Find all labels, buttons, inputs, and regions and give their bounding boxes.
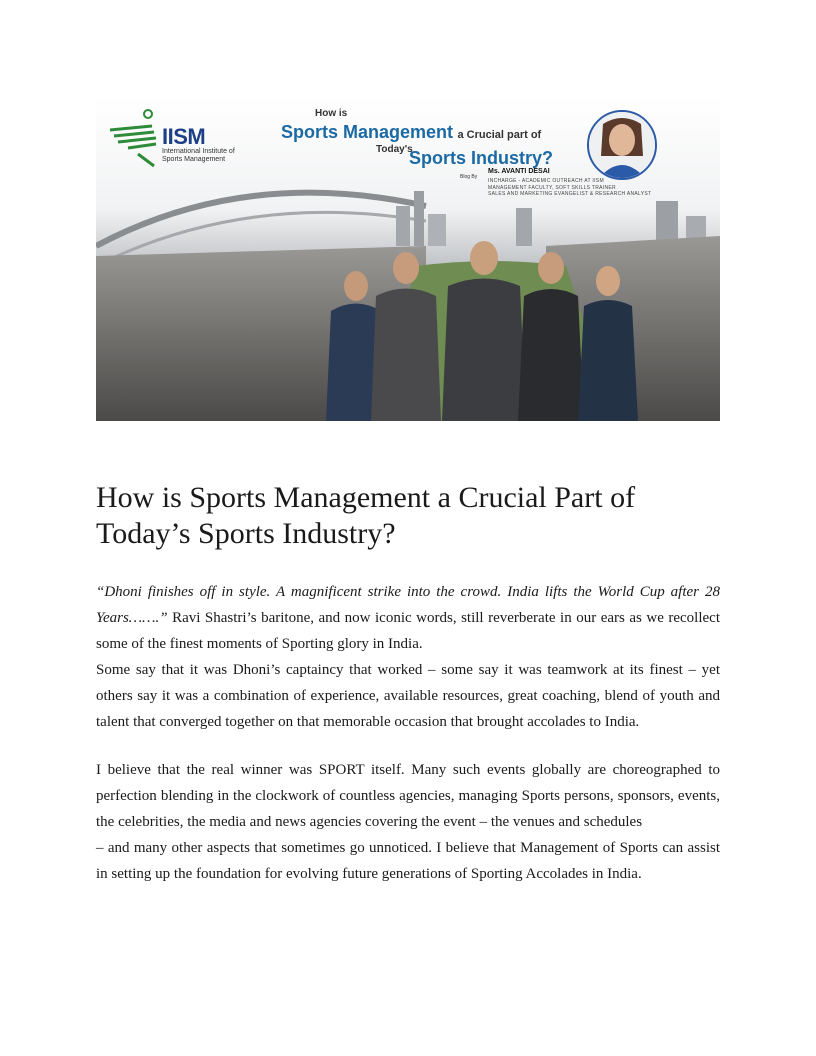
author-role-line: INCHARGE - ACADEMIC OUTREACH AT IISM: [488, 178, 604, 184]
headline-how: How is: [315, 108, 348, 119]
paragraph-1-text: Ravi Shastri’s baritone, and now iconic words, still reverberate in our ears as we recollect some of the finest moments of Sporting glory in India.: [96, 610, 720, 652]
logo-full-name-2: Sports Management: [162, 156, 226, 163]
author-role-line: MANAGEMENT FACULTY, SOFT SKILLS TRAINER: [488, 184, 616, 191]
dhoni-quote: “Dhoni finishes off in style. A magnificent strike into the crowd. India lifts the World Cup after 28 Years…….”: [96, 584, 720, 626]
paragraph-1b-text: Some say that it was Dhoni’s captaincy that worked – some say it was teamwork at its finest – yet others say it was a combination of experience, available resources, great coaching, blend of youth and talent that converged together on that memorable occasion that brought accolades to India.: [96, 662, 720, 730]
logo-full-name-1: International Institute of: [162, 148, 235, 155]
paragraph-2-text: I believe that the real winner was SPORT itself. Many such events globally are choreographed to perfection blending in the clockwork of countless agencies, managing Sports persons, sponsors, events, the celebrities, the media and news agencies covering the event – the venues and schedules: [96, 762, 720, 830]
article-paragraph-1: [96, 579, 720, 735]
headline-sports-management: Sports Management: [281, 122, 454, 142]
author-name: Ms. AVANTI DESAI: [488, 168, 550, 175]
logo-abbreviation: IISM: [162, 124, 206, 149]
title-line-2: Today’s Sports Industry?: [96, 517, 396, 550]
author-role-line: SALES AND MARKETING EVANGELIST & RESEARCH ANALYST: [488, 191, 652, 197]
headline-crucial: a Crucial part of: [457, 129, 542, 141]
article-title: [96, 480, 736, 552]
paragraph-2b-text: – and many other aspects that sometimes go unnoticed. I believe that Management of Sports can assist in setting up the foundation for evolving future generations of Sporting Accolades in India.: [96, 840, 720, 882]
title-line-1: How is Sports Management a Crucial Part of: [96, 481, 636, 514]
headline-todays: Today's: [376, 144, 413, 155]
author-role: [488, 178, 651, 198]
blog-banner: [96, 96, 720, 421]
article-paragraph-2: [96, 757, 720, 887]
iism-logo: [162, 126, 252, 164]
author-avatar: [587, 110, 657, 180]
headline-sports-industry: Sports Industry?: [409, 148, 554, 168]
iism-logo-icon: [108, 108, 164, 168]
blog-by-label: Blog By: [460, 174, 478, 180]
